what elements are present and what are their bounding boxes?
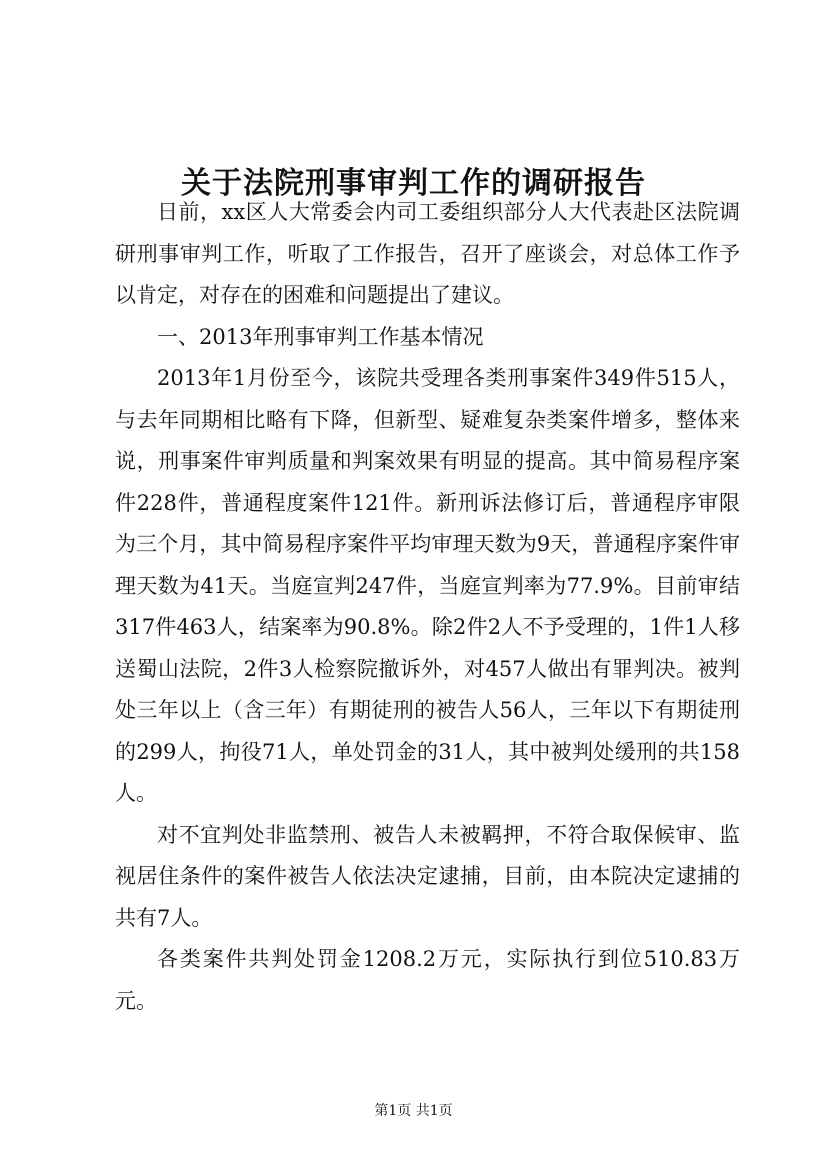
paragraph-arrests: 对不宜判处非监禁刑、被告人未被羁押，不符合取保候审、监视居住条件的案件被告人依法决定逮捕，目前，由本院决定逮捕的共有7人。 xyxy=(115,822,740,930)
paragraph-statistics: 2013年1月份至今，该院共受理各类刑事案件349件515人，与去年同期相比略有下降，但新型、疑难复杂类案件增多，整体来说，刑事案件审判质量和判案效果有明显的提高。其中简易程序案件228件，普通程度案件121件。新刑诉法修订后，普通程序审限为三个月，其中简易程序案件平均审理天数为9天，普通程序案件审理天数为41天。当庭宣判247件，当庭宣判率为77.9%。目前审结317件463人，结案率为90.8%。除2件2人不予受理的，1件1人移送蜀山法院，2件3人检察院撤诉外，对457人做出有罪判决。被判处三年以上（含三年）有期徒刑的被告人56人，三年以下有期徒刑的299人，拘役71人，单处罚金的31人，其中被判处缓刑的共158人。 xyxy=(115,366,740,805)
page-number: 第1页 共1页 xyxy=(374,1103,453,1119)
section-heading: 一、2013年刑事审判工作基本情况 xyxy=(157,324,484,349)
document-title: 关于法院刑事审判工作的调研报告 xyxy=(181,166,646,202)
document-body xyxy=(115,192,740,1022)
paragraph-intro: 日前，xx区人大常委会内司工委组织部分人大代表赴区法院调研刑事审判工作，听取了工作报告，召开了座谈会，对总体工作予以肯定，对存在的困难和问题提出了建议。 xyxy=(115,200,740,307)
paragraph-fines: 各类案件共判处罚金1208.2万元，实际执行到位510.83万元。 xyxy=(115,947,740,1013)
